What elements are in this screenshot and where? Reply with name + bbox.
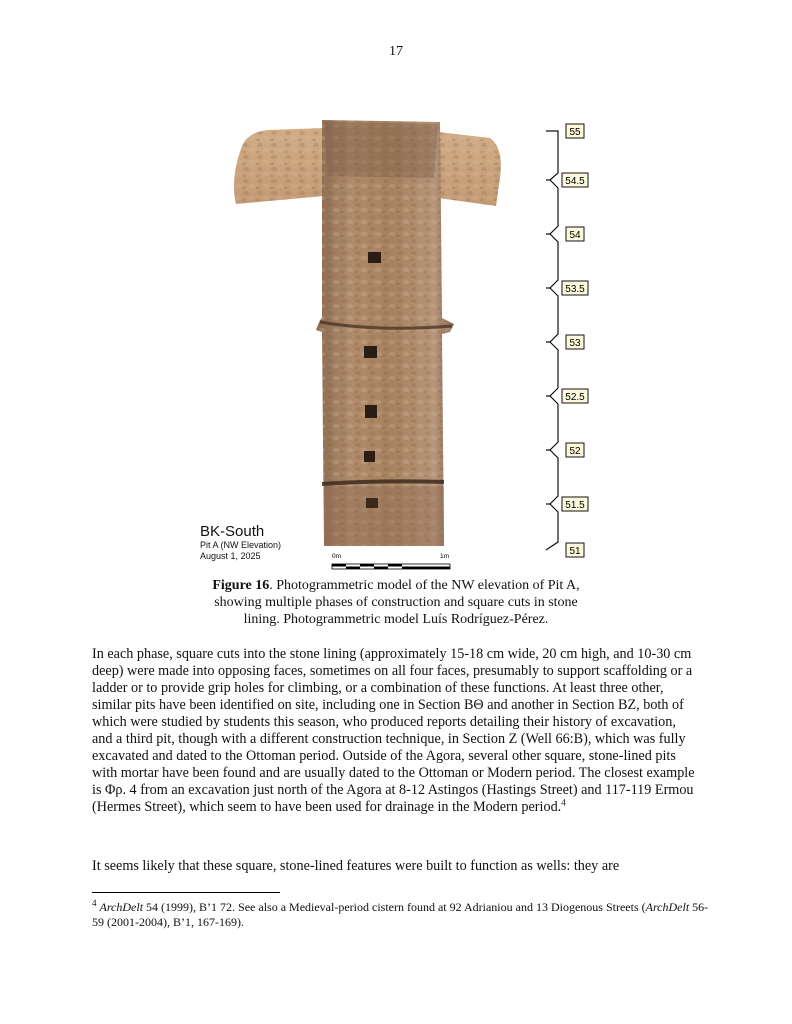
footnote-divider	[92, 892, 280, 893]
scale-start-label: 0m	[332, 553, 342, 560]
figure-16	[228, 118, 598, 573]
footnote-reference[interactable]: 4	[561, 797, 566, 808]
elevation-label: 54	[569, 230, 581, 241]
page-number: 17	[389, 44, 403, 59]
pit-name: Pit A (NW Elevation)	[200, 540, 282, 550]
body-paragraph-2: It seems likely that these square, stone-lined features were built to function as wells: they are	[92, 858, 620, 874]
elevation-label: 52	[569, 446, 581, 457]
body-paragraph-1	[92, 646, 698, 816]
paragraph-1-text: In each phase, square cuts into the stone lining (approximately 15-18 cm wide, 20 cm high, and 10-30 cm deep) were made into opposing faces, sometimes on all four faces, presumably to support scaffolding or a ladder or to provide grip holes for climbing, or a combination of these functions. At least three other, similar pits have been identified on site, including one in Section ΒΘ and another in Section BZ, both of which were studied by students this season, who produced reports detailing their history of excavation, and a third pit, though with a different construction technique, in Section Z (Well 66:B), which was fully excavated and dated to the Ottoman period. Outside of the Agora, several other square, stone-lined pits with mortar have been found and are usually dated to the Ottoman or Modern period. The closest example is Φρ. 4 from an excavation just north of the Agora at 8-12 Astingos (Hastings Street) and 117-119 Ermou (Hermes Street), which seem to have been used for drainage in the Modern period.	[92, 646, 695, 815]
elevation-label: 54.5	[565, 176, 585, 187]
footnote-journal-1: ArchDelt	[99, 900, 144, 914]
scale-end-label: 1m	[440, 553, 450, 560]
caption-label: Figure 16	[212, 578, 270, 593]
site-name: BK-South	[200, 523, 265, 540]
elevation-label: 53.5	[565, 284, 585, 295]
elevation-label: 51.5	[565, 500, 585, 511]
elevation-scale	[546, 131, 558, 550]
scale-bar	[332, 564, 450, 569]
elevation-label: 52.5	[565, 392, 585, 403]
figure-label-block	[200, 524, 281, 562]
elevation-label: 55	[569, 127, 581, 138]
footnote-text-1: 54 (1999), B’1 72. See also a Medieval-period cistern found at 92 Adrianiou and 13 Diogenous Streets (	[143, 900, 646, 914]
footnote-number: 4	[92, 898, 97, 908]
footnote-text-2: 56-59 (2001-2004), B’1, 167-169).	[92, 900, 709, 929]
footnote	[92, 900, 712, 930]
footnote-journal-2: ArchDelt	[645, 900, 690, 914]
elevation-label: 53	[569, 338, 581, 349]
photogrammetric-model-image	[228, 118, 598, 573]
caption-text: . Photogrammetric model of the NW elevation of Pit A, showing multiple phases of construction and square cuts in stone lining. Photogrammetric model Luís Rodríguez-Pérez.	[214, 578, 580, 627]
figure-caption	[196, 577, 596, 628]
elevation-label: 51	[569, 546, 581, 557]
figure-date: August 1, 2025	[200, 551, 261, 561]
